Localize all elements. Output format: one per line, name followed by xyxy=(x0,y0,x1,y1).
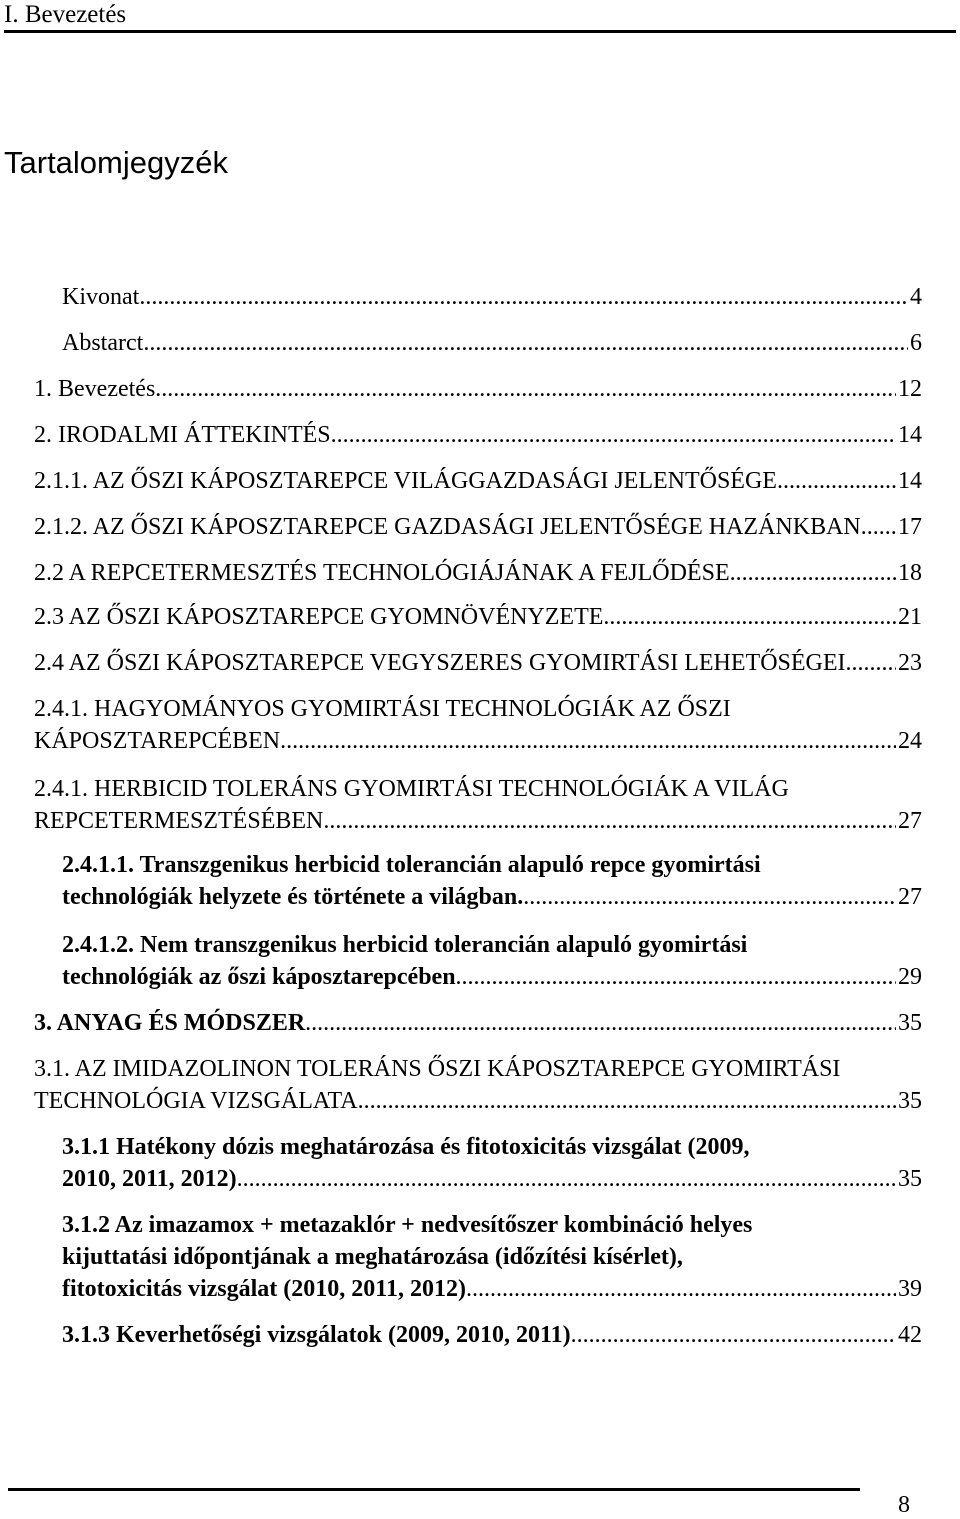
footer-rule xyxy=(8,1488,860,1491)
toc-entry-text: 3.1.3 Keverhetőségi vizsgálatok (2009, 2010, 2011) xyxy=(62,1322,571,1348)
toc-entry-page: 24 xyxy=(898,728,922,754)
toc-entry[interactable] xyxy=(62,1212,922,1312)
page-number: 8 xyxy=(898,1492,910,1518)
toc-entry[interactable] xyxy=(62,1134,922,1200)
toc-entry-page: 35 xyxy=(898,1010,922,1036)
toc-entry-page: 14 xyxy=(898,422,922,448)
toc-entry-text: 2.4.1.2. Nem transzgenikus herbicid tolerancián alapuló gyomirtási xyxy=(62,932,748,958)
toc-entry-page: 6 xyxy=(910,330,922,356)
toc-entry-page: 18 xyxy=(898,560,922,586)
toc-entry-text: Abstarct xyxy=(62,330,144,356)
toc-entry-page: 29 xyxy=(898,964,922,990)
toc-entry[interactable] xyxy=(34,604,922,634)
toc-entry-text-continued: technológiák helyzete és története a világban. xyxy=(62,884,524,910)
toc-entry[interactable] xyxy=(34,468,922,498)
toc-entry-text: 1. Bevezetés xyxy=(34,376,156,402)
toc-entry[interactable] xyxy=(34,1010,922,1040)
toc-entry-text-continued: 2010, 2011, 2012) xyxy=(62,1166,237,1192)
toc-entry-text: 3.1.2 Az imazamox + metazaklór + nedvesítőszer kombináció helyes xyxy=(62,1212,753,1238)
toc-entry-text: 2.4.1.1. Transzgenikus herbicid tolerancián alapuló repce gyomirtási xyxy=(62,852,761,878)
toc-entry-text: 2.1.1. AZ ŐSZI KÁPOSZTAREPCE VILÁGGAZDASÁGI JELENTŐSÉGE xyxy=(34,468,777,494)
toc-entry[interactable] xyxy=(34,514,922,544)
toc-entry-text-continued: TECHNOLÓGIA VIZSGÁLATA xyxy=(34,1088,358,1114)
toc-entry-text: 2.4.1. HAGYOMÁNYOS GYOMIRTÁSI TECHNOLÓGIÁK AZ ŐSZI xyxy=(34,696,731,722)
toc-entry-page: 27 xyxy=(898,884,922,910)
toc-entry-text: 3.1.1 Hatékony dózis meghatározása és fitotoxicitás vizsgálat (2009, xyxy=(62,1134,750,1160)
toc-entry-text-continued: technológiák az őszi káposztarepcében xyxy=(62,964,456,990)
toc-entry[interactable] xyxy=(62,284,922,314)
toc-entry-text: 2.4 AZ ŐSZI KÁPOSZTAREPCE VEGYSZERES GYOMIRTÁSI LEHETŐSÉGEI xyxy=(34,650,846,676)
toc-entry-text-continued: KÁPOSZTAREPCÉBEN xyxy=(34,728,281,754)
toc-entry[interactable] xyxy=(34,422,922,452)
toc-entry[interactable] xyxy=(62,1322,922,1352)
running-header: I. Bevezetés xyxy=(4,1,127,28)
toc-entry-text: 2.3 AZ ŐSZI KÁPOSZTAREPCE GYOMNÖVÉNYZETE xyxy=(34,604,604,630)
toc-entry-page: 27 xyxy=(898,808,922,834)
toc-entry-text: 2.2 A REPCETERMESZTÉS TECHNOLÓGIÁJÁNAK A FEJLŐDÉSE xyxy=(34,560,730,586)
toc-entry[interactable] xyxy=(34,1056,922,1122)
toc-entry-text-continued: kijuttatási időpontjának a meghatározása (időzítési kísérlet), xyxy=(62,1244,683,1270)
header-rule xyxy=(4,30,956,33)
toc-entry[interactable] xyxy=(34,650,922,680)
toc-entry-page: 35 xyxy=(898,1166,922,1192)
toc-title: Tartalomjegyzék xyxy=(4,145,228,180)
toc-entry-page: 17 xyxy=(898,514,922,540)
toc-entry-text: 2.4.1. HERBICID TOLERÁNS GYOMIRTÁSI TECHNOLÓGIÁK A VILÁG xyxy=(34,776,789,802)
toc-entry[interactable] xyxy=(34,696,922,762)
toc-entry-page: 4 xyxy=(910,284,922,310)
toc-entry-page: 21 xyxy=(898,604,922,630)
toc-entry[interactable] xyxy=(62,852,922,918)
toc-entry-page: 35 xyxy=(898,1088,922,1114)
toc-entry-page: 39 xyxy=(898,1276,922,1302)
toc-entry-text-continued: REPCETERMESZTÉSÉBEN xyxy=(34,808,324,834)
toc-entry[interactable] xyxy=(34,560,922,590)
toc-entry[interactable] xyxy=(34,776,922,842)
toc-entry[interactable] xyxy=(62,932,922,998)
toc-entry-text: 3. ANYAG ÉS MÓDSZER xyxy=(34,1010,306,1036)
toc-entry-page: 42 xyxy=(898,1322,922,1348)
toc-entry-text: 2. IRODALMI ÁTTEKINTÉS xyxy=(34,422,331,448)
toc-entry-text: 3.1. AZ IMIDAZOLINON TOLERÁNS ŐSZI KÁPOSZTAREPCE GYOMIRTÁSI xyxy=(34,1056,841,1082)
toc-entry-page: 14 xyxy=(898,468,922,494)
toc-entry-text-continued: fitotoxicitás vizsgálat (2010, 2011, 2012) xyxy=(62,1276,466,1302)
toc-entry-page: 23 xyxy=(898,650,922,676)
toc-entry-text: 2.1.2. AZ ŐSZI KÁPOSZTAREPCE GAZDASÁGI JELENTŐSÉGE HAZÁNKBAN xyxy=(34,514,861,540)
toc-entry-page: 12 xyxy=(898,376,922,402)
toc-entry[interactable] xyxy=(34,376,922,406)
toc-entry[interactable] xyxy=(62,330,922,360)
toc-entry-text: Kivonat xyxy=(62,284,140,310)
